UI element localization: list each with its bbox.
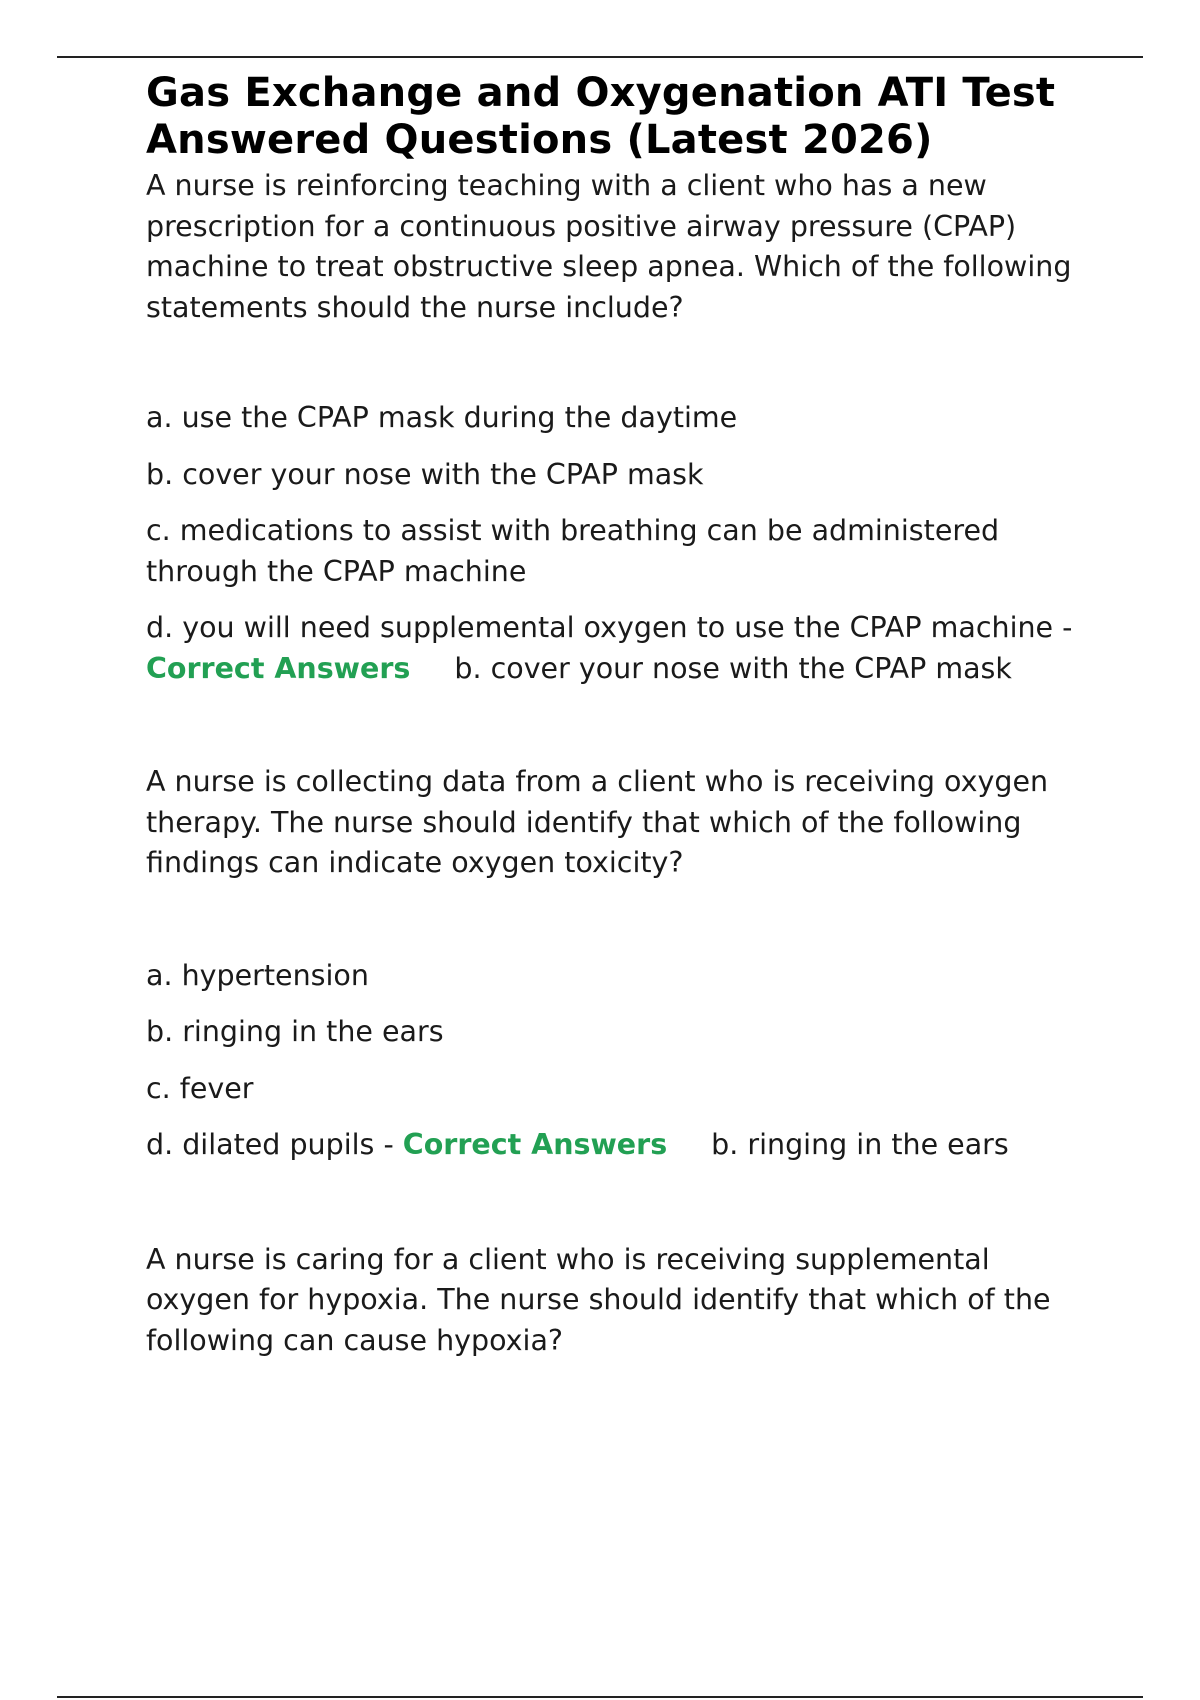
question-2-answer: b. ringing in the ears [711, 1128, 1009, 1161]
question-2-option-c: c. fever [146, 1071, 254, 1105]
question-1-option-b: b. cover your nose with the CPAP mask [146, 457, 704, 491]
question-1-answer: b. cover your nose with the CPAP mask [454, 651, 1012, 685]
bottom-rule [57, 1696, 1143, 1698]
question-3-text: A nurse is caring for a client who is receiving supplemental oxygen for hypoxia. The nurse should identify that which of the following can cause hypoxia? [146, 1242, 1051, 1357]
question-2-option-b: b. ringing in the ears [146, 1015, 444, 1048]
question-1-options [146, 398, 1086, 689]
question-1-option-a: a. use the CPAP mask during the daytime [146, 401, 738, 434]
question-2-options [146, 956, 1086, 1166]
document-body [146, 70, 1086, 1361]
top-rule [57, 56, 1143, 58]
question-1-option-c: c. medications to assist with breathing can be administered through the CPAP machine [146, 514, 1000, 588]
question-2-option-a: a. hypertension [146, 958, 369, 992]
question-1-option-d: d. you will need supplemental oxygen to use the CPAP machine - [146, 611, 1073, 644]
document-title: Gas Exchange and Oxygenation ATI Test Answered Questions (Latest 2026) [146, 70, 1056, 163]
question-2-option-d-with-answer [146, 1125, 1086, 1166]
correct-answers-label: Correct Answers [146, 651, 411, 685]
question-1-text: A nurse is reinforcing teaching with a client who has a new prescription for a continuous positive airway pressure (CPAP) machine to treat obstructive sleep apnea. Which of the following statements should the nurse include? [146, 169, 1072, 324]
question-2-option-d: d. dilated pupils - [146, 1128, 403, 1161]
correct-answers-label: Correct Answers [402, 1128, 668, 1161]
question-2-text: A nurse is collecting data from a client who is receiving oxygen therapy. The nurse should identify that which of the following findings can indicate oxygen toxicity? [146, 765, 1049, 879]
question-1-option-d-with-answer [146, 608, 1086, 689]
